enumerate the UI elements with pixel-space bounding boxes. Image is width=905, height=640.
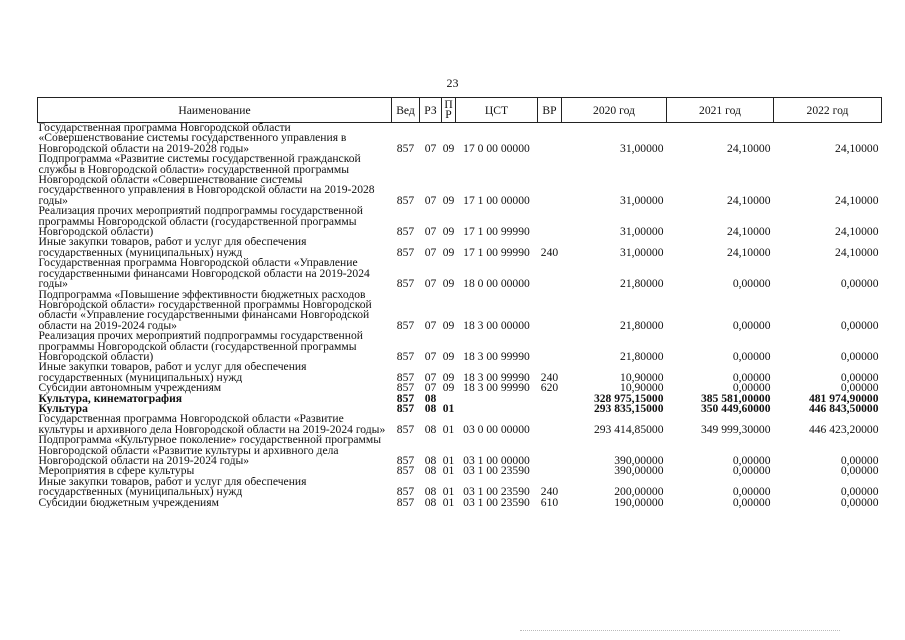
cell-year-2020: 21,80000	[620, 277, 664, 291]
cell-year-2022: 0,00000	[840, 277, 879, 291]
cell-year-2021: 0,00000	[732, 454, 771, 467]
cell-year-2020: 31,00000	[620, 193, 664, 207]
cell-year-2022: 0,00000	[840, 454, 879, 467]
header-vr: ВР	[538, 98, 562, 123]
cell-vr	[538, 414, 562, 435]
cell-year-2021: 349 999,30000	[700, 422, 771, 436]
cell-year-2022: 446 843,50000	[808, 401, 879, 415]
cell-cst: 18 0 00 00000	[463, 277, 530, 291]
cell-name: Государственная программа Новгородской области «Совершенствование системы государственного управления в Новгородской области на 2019-2028 годы»	[38, 122, 347, 155]
table-row	[38, 362, 882, 383]
cell-year-2021: 0,00000	[732, 381, 771, 395]
header-name: Наименование	[38, 98, 392, 123]
cell-name: Культура	[38, 403, 88, 415]
cell-cst: 03 1 00 23590	[463, 464, 530, 478]
cell-year-2022: 0,00000	[840, 370, 879, 384]
cell-year-2021: 0,00000	[732, 464, 771, 478]
cell-pr: 09	[442, 349, 455, 363]
cell-name: Подпрограмма «Культурное поколение» государственной программы Новгородской области «Развитие культуры и архивного дела Новгородской области на 2019-2024 годы»	[38, 435, 381, 467]
cell-vr: 240	[540, 245, 559, 259]
cell-rz: 07	[424, 277, 437, 291]
cell-rz: 07	[424, 381, 437, 395]
header-row	[38, 98, 882, 123]
scan-artifact-line	[520, 630, 840, 633]
cell-rz: 07	[424, 193, 437, 207]
cell-year-2021: 24,10000	[727, 245, 771, 259]
cell-ved: 857	[396, 422, 415, 436]
cell-name: Иные закупки товаров, работ и услуг для обеспечения государственных (муниципальных) нужд	[38, 362, 307, 384]
cell-year-2021: 0,00000	[732, 318, 771, 332]
cell-rz: 08	[424, 401, 437, 415]
cell-vr	[538, 154, 562, 206]
cell-rz: 08	[424, 495, 437, 509]
cell-year-2021: 24,10000	[727, 193, 771, 207]
cell-pr: 01	[442, 464, 455, 478]
cell-pr: 09	[442, 277, 455, 291]
cell-year-2021: 24,10000	[727, 141, 771, 155]
cell-name: Культура, кинематография	[38, 393, 183, 404]
header-cst: ЦСТ	[456, 98, 538, 123]
cell-rz: 08	[424, 485, 437, 499]
cell-cst: 17 1 00 00000	[463, 193, 530, 207]
table-row	[38, 498, 882, 508]
cell-name: Подпрограмма «Развитие системы государственной гражданской службы в Новгородской области» государственной программы Новгородской области «Совершенствование системы государственного управления в Новгородской области на 2019-2028 годы»	[38, 154, 375, 207]
cell-vr: 610	[540, 495, 559, 509]
header-year-2022: 2022 год	[774, 98, 882, 123]
cell-pr: 01	[442, 401, 455, 415]
table-row	[38, 154, 882, 206]
cell-ved: 857	[396, 401, 415, 415]
header-ved: Вед	[392, 98, 420, 123]
cell-rz: 07	[424, 349, 437, 363]
cell-vr: 240	[540, 485, 559, 499]
cell-vr	[538, 435, 562, 466]
cell-ved: 857	[396, 141, 415, 155]
cell-year-2022: 481 974,90000	[808, 391, 879, 405]
cell-cst: 18 3 00 99990	[463, 370, 530, 384]
header-year-2020: 2020 год	[562, 98, 667, 123]
cell-ved: 857	[396, 454, 415, 467]
cell-year-2021: 385 581,00000	[700, 391, 771, 405]
cell-year-2022: 24,10000	[835, 193, 879, 207]
cell-year-2022: 0,00000	[840, 349, 879, 363]
cell-name: Иные закупки товаров, работ и услуг для обеспечения государственных (муниципальных) нужд	[38, 237, 307, 259]
cell-year-2020: 31,00000	[620, 141, 664, 155]
cell-cst: 03 1 00 23590	[463, 485, 530, 499]
cell-rz: 08	[424, 464, 437, 478]
cell-rz: 07	[424, 318, 437, 332]
cell-rz: 07	[424, 370, 437, 384]
cell-vr: 240	[540, 370, 559, 384]
cell-ved: 857	[396, 349, 415, 363]
table-row	[38, 404, 882, 414]
cell-year-2022: 0,00000	[840, 495, 879, 509]
cell-vr	[538, 466, 562, 476]
header-year-2021: 2021 год	[667, 98, 774, 123]
cell-ved: 857	[396, 370, 415, 384]
cell-pr: 09	[442, 245, 455, 259]
cell-rz: 08	[424, 391, 437, 405]
cell-vr: 620	[540, 381, 559, 395]
cell-name: Реализация прочих мероприятий подпрограммы государственной программы Новгородской области (государственной программы Новгородской области)	[38, 206, 363, 238]
cell-ved: 857	[396, 245, 415, 259]
cell-name: Реализация прочих мероприятий подпрограммы государственной программы Новгородской области (государственной программы Новгородской области)	[38, 331, 363, 363]
cell-year-2020: 390,00000	[614, 454, 664, 467]
cell-rz: 08	[424, 422, 437, 436]
cell-cst: 17 0 00 00000	[463, 141, 530, 155]
cell-pr: 01	[442, 485, 455, 499]
cell-cst: 03 1 00 23590	[463, 495, 530, 509]
cell-year-2020: 10,90000	[620, 370, 664, 384]
table-row	[38, 466, 882, 476]
cell-year-2020: 390,00000	[614, 464, 664, 478]
cell-pr: 09	[442, 193, 455, 207]
cell-name: Субсидии автономным учреждениям	[38, 383, 222, 394]
cell-year-2020: 190,00000	[614, 495, 664, 509]
cell-year-2021: 0,00000	[732, 277, 771, 291]
cell-year-2021: 0,00000	[732, 495, 771, 509]
cell-year-2020: 200,00000	[614, 485, 664, 499]
cell-year-2022: 0,00000	[840, 381, 879, 395]
cell-year-2020: 10,90000	[620, 381, 664, 395]
cell-ved: 857	[396, 495, 415, 509]
cell-name: Подпрограмма «Повышение эффективности бюджетных расходов Новгородской области» государственной программы Новгородской области «Управление государственными финансами Новгородской области на 2019-2024 годы»	[38, 289, 372, 332]
cell-year-2020: 21,80000	[620, 318, 664, 332]
cell-year-2021: 0,00000	[732, 485, 771, 499]
cell-ved: 857	[396, 193, 415, 207]
table-body	[38, 123, 882, 509]
cell-year-2022: 0,00000	[840, 464, 879, 478]
table-row	[38, 258, 882, 289]
cell-pr: 01	[442, 495, 455, 509]
cell-ved: 857	[396, 391, 415, 405]
cell-pr: 09	[442, 381, 455, 395]
cell-name: Иные закупки товаров, работ и услуг для обеспечения государственных (муниципальных) нужд	[38, 476, 307, 498]
cell-vr	[538, 258, 562, 289]
cell-ved: 857	[396, 225, 415, 239]
cell-rz: 07	[424, 245, 437, 259]
cell-year-2020: 31,00000	[620, 225, 664, 239]
cell-year-2022: 24,10000	[835, 245, 879, 259]
header-pr: ПР	[442, 98, 456, 123]
cell-ved: 857	[396, 485, 415, 499]
cell-year-2021: 0,00000	[732, 349, 771, 363]
cell-cst: 18 3 00 99990	[463, 381, 530, 395]
cell-pr: 09	[442, 225, 455, 239]
page-number: 23	[446, 76, 459, 90]
cell-cst	[456, 394, 538, 404]
cell-year-2022: 446 423,20000	[808, 422, 879, 436]
cell-cst: 03 1 00 00000	[463, 454, 530, 467]
header-rz: РЗ	[420, 98, 442, 123]
cell-year-2020: 328 975,15000	[593, 391, 664, 405]
table-row	[38, 206, 882, 237]
cell-rz: 07	[424, 141, 437, 155]
cell-vr	[538, 206, 562, 237]
cell-year-2022: 0,00000	[840, 318, 879, 332]
cell-year-2022: 0,00000	[840, 485, 879, 499]
table-row	[38, 290, 882, 332]
cell-name: Государственная программа Новгородской области «Управление государственными финансами Новгородской области на 2019-2024 годы»	[38, 258, 370, 290]
cell-cst: 03 0 00 00000	[463, 422, 530, 436]
cell-vr	[538, 331, 562, 362]
cell-vr	[538, 290, 562, 332]
cell-cst: 17 1 00 99990	[463, 225, 530, 239]
cell-ved: 857	[396, 464, 415, 478]
cell-name: Мероприятия в сфере культуры	[38, 466, 195, 477]
cell-vr	[538, 394, 562, 404]
cell-ved: 857	[396, 381, 415, 395]
cell-year-2020: 293 414,85000	[593, 422, 664, 436]
cell-name: Государственная программа Новгородской области «Развитие культуры и архивного дела Новгородской области на 2019-2024 годы»	[38, 414, 386, 436]
cell-pr: 09	[442, 141, 455, 155]
cell-pr: 01	[442, 454, 455, 467]
cell-rz: 07	[424, 225, 437, 239]
cell-year-2021: 24,10000	[727, 225, 771, 239]
cell-year-2022: 24,10000	[835, 141, 879, 155]
cell-cst	[456, 404, 538, 414]
cell-year-2020: 31,00000	[620, 245, 664, 259]
cell-year-2020: 293 835,15000	[593, 401, 664, 415]
cell-cst: 18 3 00 00000	[463, 318, 530, 332]
cell-cst: 18 3 00 99990	[463, 349, 530, 363]
cell-name: Субсидии бюджетным учреждениям	[38, 497, 219, 509]
table-header	[38, 98, 882, 123]
cell-pr: 09	[442, 318, 455, 332]
cell-pr: 01	[442, 422, 455, 436]
cell-pr: 09	[442, 370, 455, 384]
budget-table	[37, 97, 882, 508]
cell-cst: 17 1 00 99990	[463, 245, 530, 259]
cell-year-2021: 350 449,60000	[700, 401, 771, 415]
table-row	[38, 331, 882, 362]
cell-year-2021: 0,00000	[732, 370, 771, 384]
cell-rz: 08	[424, 454, 437, 467]
table-row	[38, 477, 882, 498]
table-row	[38, 414, 882, 435]
table-row	[38, 237, 882, 258]
table-row	[38, 435, 882, 466]
cell-vr	[538, 404, 562, 414]
cell-year-2022: 24,10000	[835, 225, 879, 239]
cell-ved: 857	[396, 318, 415, 332]
cell-vr	[538, 123, 562, 155]
cell-ved: 857	[396, 277, 415, 291]
cell-year-2020: 21,80000	[620, 349, 664, 363]
table-row	[38, 123, 882, 155]
